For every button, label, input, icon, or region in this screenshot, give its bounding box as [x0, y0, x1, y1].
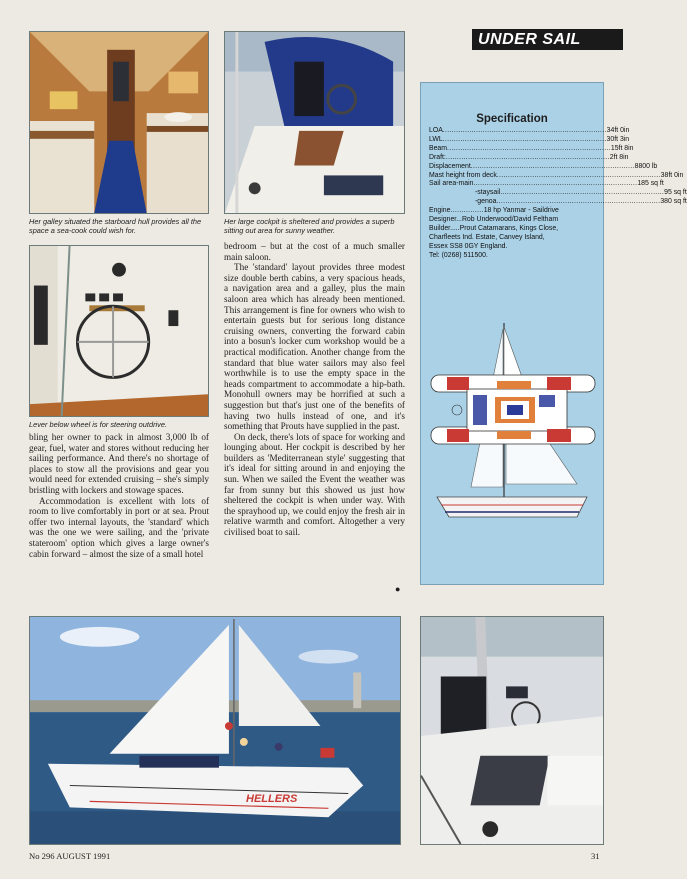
page-number: 31	[591, 851, 600, 861]
spec-row: Sail area-main .......................................................................... 185 sq ft	[429, 180, 664, 188]
spec-label: Draft:	[429, 153, 446, 161]
spec-label: -genoa	[475, 198, 497, 206]
spec-value: 2ft 8in	[609, 153, 629, 161]
spec-telephone: Tel: (0268) 511500.	[429, 251, 488, 259]
spec-row: Draft: .......................................................................... 2ft 8in	[429, 153, 629, 161]
spec-row: LWL .......................................................................... 30ft 3in	[429, 135, 630, 143]
spec-title: Specification	[476, 113, 548, 125]
spec-address-line: Charfleets Ind. Estate, Canvey Island,	[429, 233, 545, 241]
spec-label: Beam	[429, 144, 448, 152]
spec-label: Engine	[429, 207, 451, 215]
spec-row: Mast height from deck .......................................................................... 38ft 0in	[429, 171, 684, 179]
article-column-middle	[224, 241, 405, 538]
spec-label: LWL	[429, 135, 443, 143]
hull-name-logo: HELLERS	[246, 793, 298, 805]
spec-value: 8800 lb	[634, 162, 658, 170]
sailing-photo	[29, 616, 401, 845]
spec-row: Displacement .......................................................................... 8800 lb	[429, 162, 658, 170]
spec-value: 30ft 3in	[606, 135, 630, 143]
spec-row: Engine ............... 18 hp Yanmar - Saildrive	[429, 207, 559, 215]
paragraph: On deck, there's lots of space for working and lounging about. Her cockpit is described by her builders as 'Mediterranean style' suggesting that it's ideal for sitting around in and enjoying the sun. When we sailed the Event the weather was far from sunny but this showed us just how sheltered the cockpit is when under way. With the sprayhood up, we could enjoy the fresh air in relative warmth and comfort. Altogether a very civilised boat to sail.	[224, 431, 405, 538]
paragraph: Accommodation is excellent with lots of room to live comfortably in port or at sea. Prout offer two internal layouts, the 'standard' which was the one we were sailing, and the 'private stateroom' option which gives a large owner's cabin forward – almost the size of a small hotel	[29, 495, 209, 559]
cockpit-photo	[224, 31, 405, 214]
sail-plan-drawing	[427, 319, 599, 545]
spec-row: LOA .......................................................................... 34ft 0in	[429, 127, 630, 134]
article-column-left	[29, 432, 209, 559]
helm-photo	[420, 616, 604, 845]
galley-caption: Her galley situated the starboard hull provides all the space a sea-cook could wish for.	[29, 217, 202, 235]
specification-box	[420, 82, 687, 585]
end-mark: ●	[395, 584, 401, 594]
paragraph: bedroom – but at the cost of a much smaller main saloon.	[224, 241, 405, 262]
spec-designer: Designer...Rob Underwood/David Feltham	[429, 216, 559, 224]
paragraph: The 'standard' layout provides three modest size double berth cabins, a very spacious heads, a navigation area and a galley, plus the main saloon area which has already been mentioned. This arrangement is fine for owners who wish to entertain guests but for serious long distance cruising owners, converting the forward cabin into a bosun's locker cum workshop would be a practical modification. Another change from the standard that blue water sailors may also feel worthwhile is to use the empty space in the heads compartment to accommodate a hip-bath. Monohull owners may be horrified at such a suggestion but that's just one of the benefits of having two hulls instead of one, and it's something that Prouts have supplied in the past.	[224, 262, 405, 432]
paragraph: bling her owner to pack in almost 3,000 lb of gear, fuel, water and stores without reducing her sailing performance. And there's no shortage of places to stow all the provisions and gear you would need for extended cruising – she's simply bristling with lockers and stowage spaces.	[29, 432, 209, 495]
spec-label: -staysail	[475, 189, 501, 197]
spec-label: Displacement	[429, 162, 471, 170]
wheel-caption: Lever below wheel is for steering outdrive.	[29, 420, 168, 429]
cockpit-caption: Her large cockpit is sheltered and provides a superb sitting out area for sunny weather.	[224, 217, 395, 235]
spec-row: -staysail .......................................................................... 95 sq ft	[475, 189, 687, 197]
spec-value: 18 hp Yanmar - Saildrive	[483, 207, 559, 215]
spec-address-line: Essex SS8 0GY England.	[429, 242, 508, 250]
spec-builder: Builder.....Prout Catamarans, Kings Close,	[429, 224, 559, 232]
spec-value: 380 sq ft	[660, 198, 687, 206]
spec-value: 34ft 0in	[606, 127, 630, 134]
spec-value: 185 sq ft	[637, 180, 664, 188]
spec-value: 15ft 8in	[610, 144, 634, 152]
issue-footer: No 296 AUGUST 1991	[29, 851, 111, 861]
spec-list	[429, 127, 687, 261]
spec-row: -genoa .......................................................................... 380 sq ft	[475, 198, 687, 206]
galley-photo	[29, 31, 209, 214]
spec-label: LOA	[429, 127, 443, 134]
spec-label: Mast height from deck	[429, 171, 497, 179]
spec-label: Sail area-main	[429, 180, 474, 188]
section-tag: UNDER SAIL	[472, 29, 623, 50]
spec-value: 95 sq ft	[664, 189, 687, 197]
deck-plan	[431, 375, 595, 444]
spec-value: 38ft 0in	[660, 171, 684, 179]
wheel-photo	[29, 245, 209, 417]
spec-row: Beam .......................................................................... 15ft 8in	[429, 144, 634, 152]
